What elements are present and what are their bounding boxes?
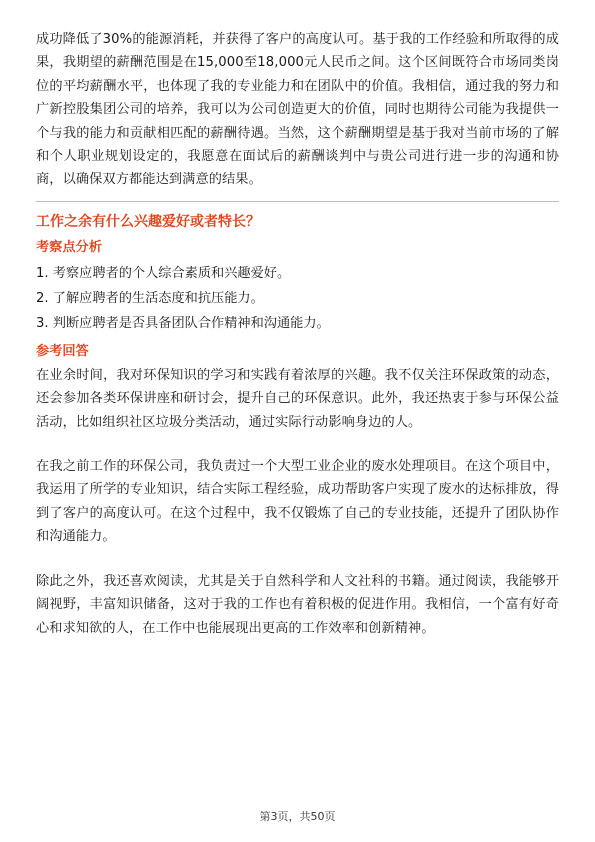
section-divider <box>36 201 559 202</box>
intro-paragraph: 成功降低了30%的能源消耗，并获得了客户的高度认可。基于我的工作经验和所取得的成果，我期望的薪酬范围是在15,000至18,000元人民币之间。这个区间既符合市场同类岗位的平均薪酬水平，也体现了我的专业能力和在团队中的价值。我相信，通过我的努力和广新控股集团公司的培养，我可以为公司创造更大的价值，同时也期待公司能为我提供一个与我的能力和贡献相匹配的薪酬待遇。当然，这个薪酬期望是基于我对当前市场的了解和个人职业规划设定的，我愿意在面试后的薪酬谈判中与贵公司进行进一步的沟通和协商，以确保双方都能达到满意的结果。 <box>36 32 559 188</box>
answer-paragraph: 在业余时间，我对环保知识的学习和实践有着浓厚的兴趣。我不仅关注环保政策的动态，还会参加各类环保讲座和研讨会，提升自己的环保意识。此外，我还热衷于参与环保公益活动，比如组织社区垃圾分类活动，通过实际行动影响身边的人。 <box>36 367 559 430</box>
answer-paragraph: 除此之外，我还喜欢阅读，尤其是关于自然科学和人文社科的书籍。通过阅读，我能够开阔视野，丰富知识储备，这对于我的工作也有着积极的促进作用。我相信，一个富有好奇心和求知欲的人，在工作中也能展现出更高的工作效率和创新精神。 <box>36 573 559 636</box>
document-page <box>36 28 559 640</box>
answer-label: 参考回答 <box>36 343 89 359</box>
answer-paragraph: 在我之前工作的环保公司，我负责过一个大型工业企业的废水处理项目。在这个项目中，我运用了所学的专业知识，结合实际工程经验，成功帮助客户实现了废水的达标排放，得到了客户的高度认可。在这个过程中，我不仅锻炼了自己的专业技能，还提升了团队协作和沟通能力。 <box>36 459 559 545</box>
analysis-label: 考察点分析 <box>36 239 102 255</box>
paragraph-gap <box>36 434 559 455</box>
analysis-item: 3. 判断应聘者是否具备团队合作精神和沟通能力。 <box>36 315 330 331</box>
analysis-item: 1. 考察应聘者的个人综合素质和兴趣爱好。 <box>36 265 291 281</box>
question-title: 工作之余有什么兴趣爱好或者特长？ <box>36 213 260 230</box>
paragraph-gap <box>36 549 559 570</box>
page-indicator: 第3页，共50页 <box>259 810 336 823</box>
analysis-list <box>36 261 559 336</box>
analysis-item: 2. 了解应聘者的生活态度和抗压能力。 <box>36 290 264 306</box>
